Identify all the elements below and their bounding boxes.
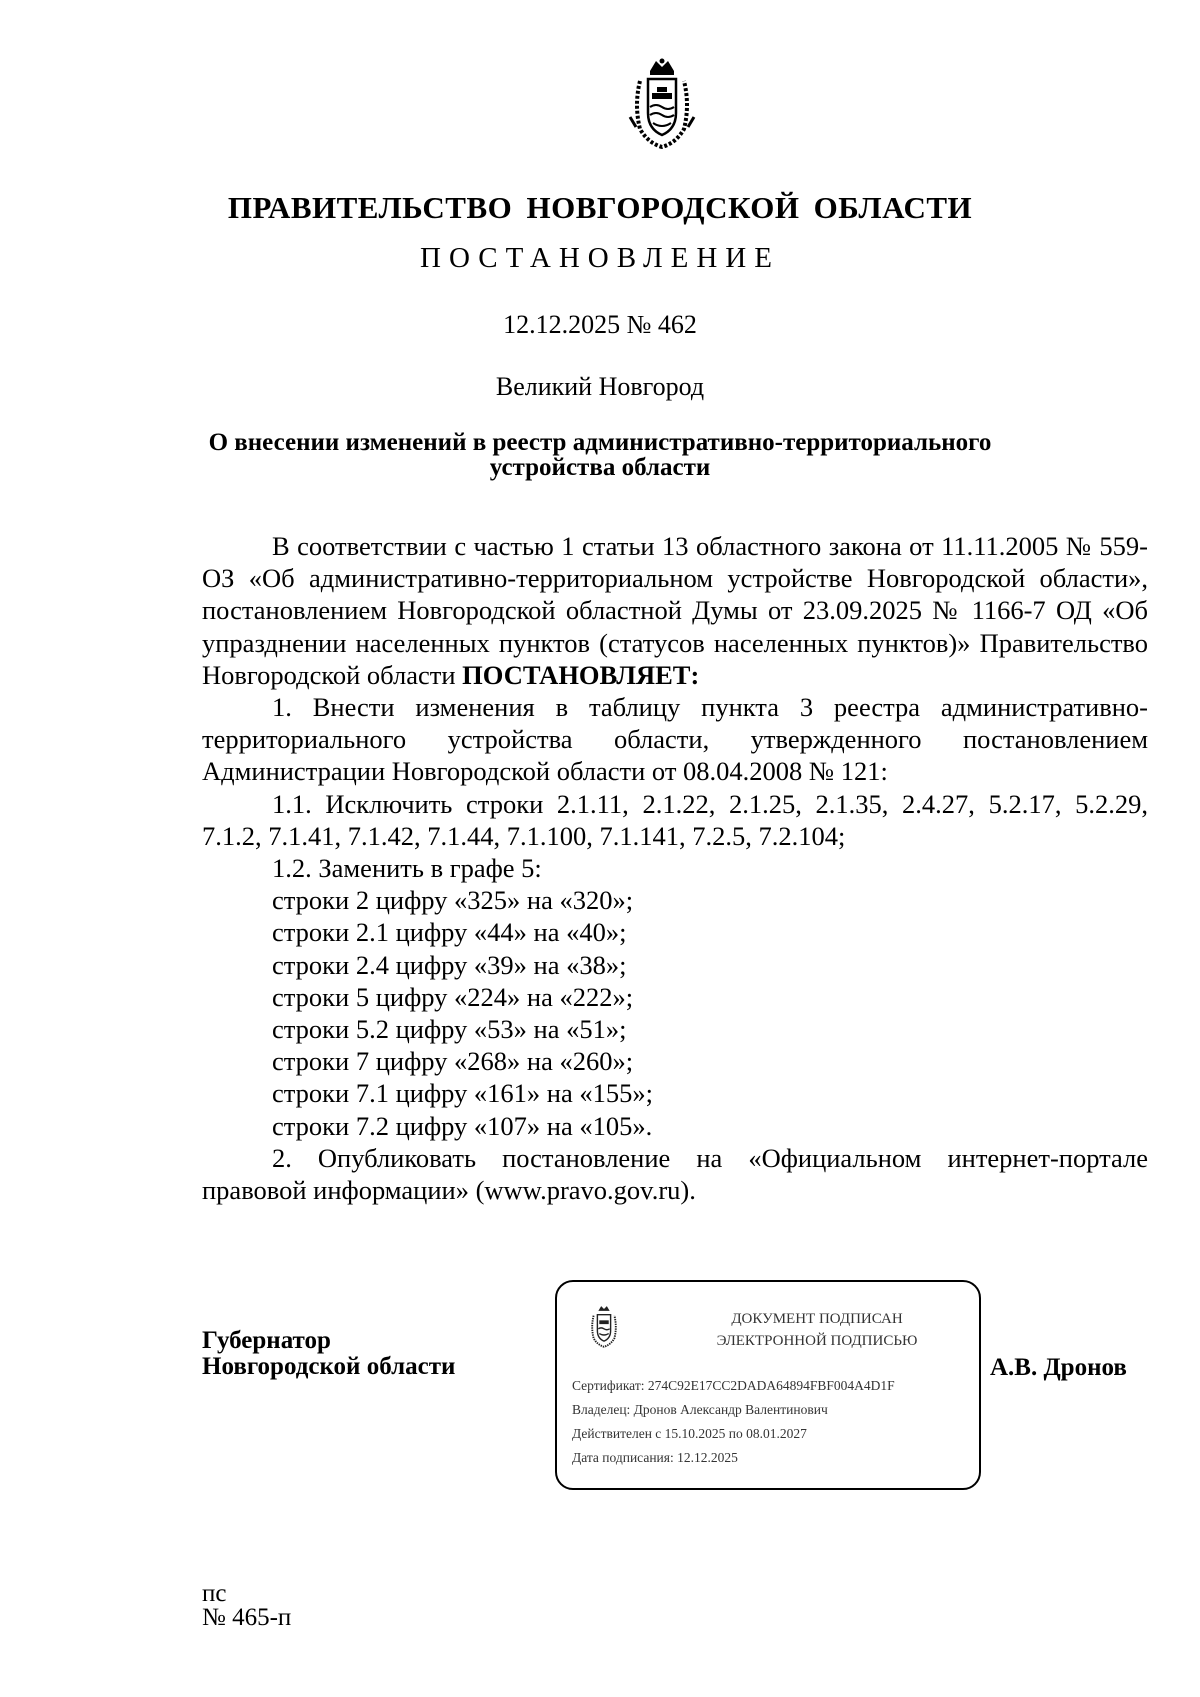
document-body: [202, 530, 1148, 1206]
subject-line: О внесении изменений в реестр административно-территориального: [208, 429, 992, 456]
replacement-line: строки 5 цифру «224» на «222»;: [272, 981, 634, 1012]
footer-line: № 465-п: [202, 1604, 292, 1631]
authority-title: ПРАВИТЕЛЬСТВО НОВГОРОДСКОЙ ОБЛАСТИ: [227, 190, 973, 225]
preamble-text: В соответствии с частью 1 статьи 13 областного закона от 11.11.2005 № 559-ОЗ «Об административно-территориальном устройстве Новгородской области», постановлением Новгородской областной Думы от 23.09.2025 № 1166-7 ОД «Об упразднении населенных пунктов (статусов населенных пунктов)» Правительство Новгородской области: [202, 531, 1148, 690]
document-subject: [200, 430, 1000, 480]
replacement-line: строки 5.2 цифру «53» на «51»;: [272, 1014, 627, 1045]
document-type: ПОСТАНОВЛЕНИЕ: [420, 242, 780, 274]
item-2: 2. Опубликовать постановление на «Официальном интернет-портале правовой информации» (www.pravo.gov.ru).: [202, 1142, 1148, 1206]
stamp-coat-of-arms-icon: [587, 1304, 621, 1348]
document-city: Великий Новгород: [495, 372, 705, 401]
signatory-title-line: Губернатор: [202, 1327, 331, 1354]
item-1: 1. Внести изменения в таблицу пункта 3 реестра административно-территориального устройства области, утвержденного постановлением Администрации Новгородской области от 08.04.2008 № 121:: [202, 692, 1148, 787]
replacement-line: строки 2.4 цифру «39» на «38»;: [272, 949, 627, 980]
signatory-title-line: Новгородской области: [202, 1353, 456, 1380]
coat-of-arms-icon: [626, 57, 698, 149]
replacement-line: строки 7.1 цифру «161» на «155»;: [272, 1078, 653, 1109]
subject-line: устройства области: [489, 454, 711, 481]
item-1-1: 1.1. Исключить строки 2.1.11, 2.1.22, 2.1.25, 2.1.35, 2.4.27, 5.2.17, 5.2.29, 7.1.2, 7.1.41, 7.1.42, 7.1.44, 7.1.100, 7.1.141, 7.2.5, 7.2.104;: [202, 788, 1148, 851]
decree-word: ПОСТАНОВЛЯЕТ:: [462, 659, 700, 690]
signatory-title: [202, 1328, 455, 1380]
footer-line: пс: [202, 1580, 227, 1607]
stamp-owner: Владелец: Дронов Александр Валентинович: [572, 1402, 828, 1417]
stamp-heading-line: ЭЛЕКТРОННОЙ ПОДПИСЬЮ: [716, 1333, 918, 1349]
document-date-number: 12.12.2025 № 462: [503, 310, 697, 339]
stamp-heading-line: ДОКУМЕНТ ПОДПИСАН: [731, 1311, 903, 1327]
document-footer: [202, 1582, 291, 1630]
replacement-line: строки 7.2 цифру «107» на «105».: [272, 1110, 653, 1141]
signatory-name: А.В. Дронов: [990, 1354, 1127, 1381]
stamp-signed-date: Дата подписания: 12.12.2025: [572, 1450, 738, 1465]
item-1-2: 1.2. Заменить в графе 5:: [272, 853, 542, 884]
electronic-signature-stamp: [555, 1280, 981, 1490]
stamp-validity: Действителен с 15.10.2025 по 08.01.2027: [572, 1426, 807, 1441]
replacement-line: строки 7 цифру «268» на «260»;: [272, 1046, 634, 1077]
replacement-line: строки 2.1 цифру «44» на «40»;: [272, 917, 627, 948]
replacement-line: строки 2 цифру «325» на «320»;: [272, 885, 634, 916]
preamble-paragraph: [202, 530, 1148, 691]
stamp-heading: [667, 1308, 967, 1352]
stamp-details: [572, 1374, 895, 1470]
stamp-certificate: Сертификат: 274C92E17CC2DADA64894FBF004A4D1F: [572, 1378, 895, 1393]
